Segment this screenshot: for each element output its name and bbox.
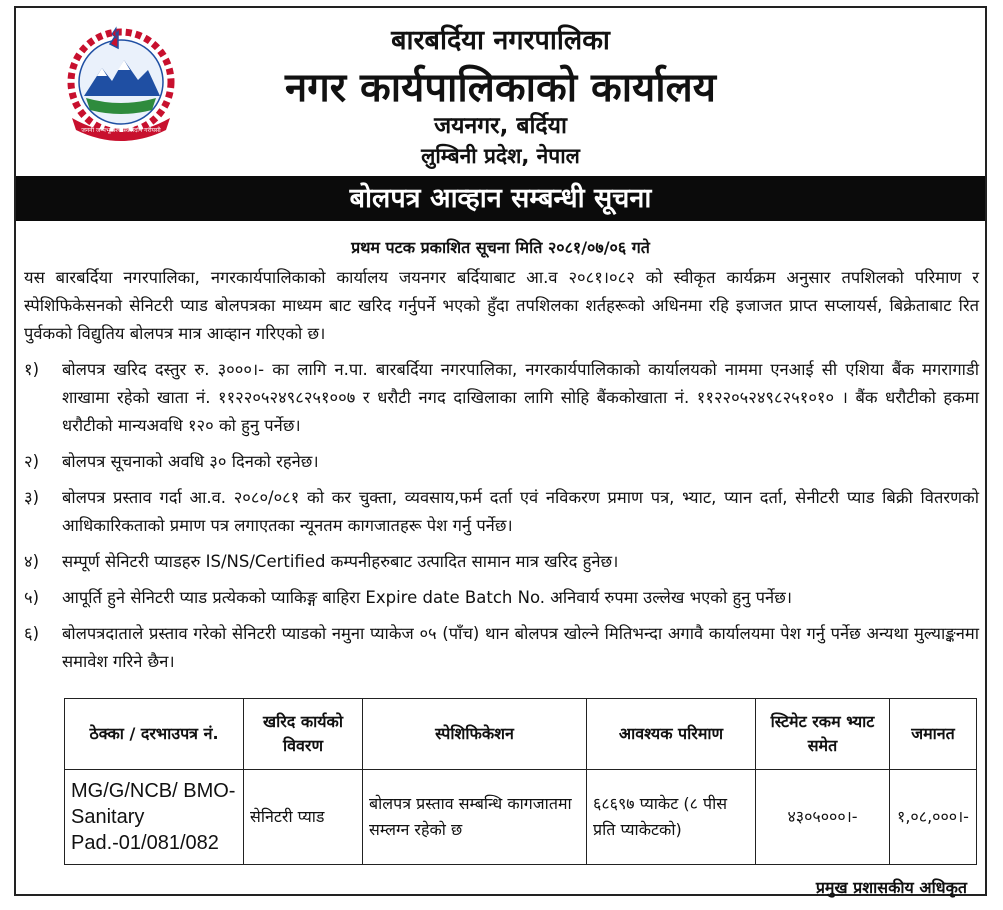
point-number: ३) xyxy=(24,488,40,507)
cell-contract-no: MG/G/NCB/ BMO-Sanitary Pad.-01/081/082 xyxy=(65,770,244,865)
point-text: बोलपत्रदाताले प्रस्ताव गरेको सेनिटरी प्याडको नमुना प्याकेज ०५ (पाँच) थान बोलपत्र खोल्ने मितिभन्दा अगावै कार्यालयमा पेश गर्नु पर्नेछ अन्यथा मुल्याङ्कनमा समावेश गरिने छैन। xyxy=(62,624,979,671)
col-header-estimate: स्टिमेट रकम भ्याट समेत xyxy=(756,699,890,770)
intro-paragraph: यस बारबर्दिया नगरपालिका, नगरकार्यपालिकाको कार्यालय जयनगर बर्दियाबाट आ.व २०८१।०८२ को स्वीकृत कार्यक्रम अनुसार तपशिलको परिमाण र स्पेशिफिकेसनको सेनिटरी प्याड बोलपत्रका माध्यम बाट खरिद गर्नुपर्ने भएको हुँदा तपशिलका शर्तहरूको अधिनमा रहि इजाजत प्राप्त सप्लायर्स, बिक्रेताबाट रित पुर्वकको विद्युतिय बोलपत्र मात्र आव्हान गरिएको छ। xyxy=(24,268,979,343)
cell-quantity: ६८६९७ प्याकेट (८ पीस प्रति प्याकेटको) xyxy=(587,770,756,865)
col-header-specification: स्पेशिफिकेशन xyxy=(363,699,587,770)
table-header-row xyxy=(65,699,977,770)
province-line: लुम्बिनी प्रदेश, नेपाल xyxy=(421,144,580,168)
cell-estimate: ४३०५०००।- xyxy=(756,770,890,865)
point-text: सम्पूर्ण सेनिटरी प्याडहरु IS/NS/Certified कम्पनीहरुबाट उत्पादित सामान मात्र खरिद हुनेछ। xyxy=(62,552,619,571)
point-text: आपूर्ति हुने सेनिटरी प्याड प्रत्येकको प्याकिङ्ग बाहिरा Expire date Batch No. अनिवार्य रुपमा उल्लेख भएको हुनु पर्नेछ। xyxy=(62,588,793,607)
signatory: प्रमुख प्रशासकीय अधिकृत xyxy=(815,878,967,897)
point-text: बोलपत्र खरिद दस्तुर रु. ३०००।- का लागि न.पा. बारबर्दिया नगरपालिका, नगरकार्यपालिकाको कार्यालयको नाममा एनआई सी एशिया बैंक मगरागाडी शाखामा रहेको खाता नं. ११२२०५२४९८२५१००७ र धरौटी नगद दाखिलाका लागि सोहि बैंककोखाता नं. ११२२०५२४९८२५१०१० । बैंक धरौटीको हकमा धरौटीको मान्यअवधि १२० को हुनु पर्नेछ। xyxy=(62,360,979,435)
tender-table xyxy=(64,698,977,865)
office-address: जयनगर, बर्दिया xyxy=(434,113,567,139)
point-number: १) xyxy=(24,360,40,379)
emblem-caption: जननी जन्मभूमिश्च स्वर्गादपि गरीयसी xyxy=(81,127,161,134)
point-item xyxy=(24,448,979,476)
col-header-contract-no: ठेक्का / दरभाउपत्र नं. xyxy=(65,699,244,770)
letterhead xyxy=(16,8,985,176)
col-header-security: जमानत xyxy=(890,699,977,770)
col-header-description: खरिद कार्यको विवरण xyxy=(244,699,363,770)
office-name: नगर कार्यपालिकाको कार्यालय xyxy=(285,65,716,111)
point-text: बोलपत्र सूचनाको अवधि ३० दिनको रहनेछ। xyxy=(62,452,319,471)
point-item xyxy=(24,484,979,540)
point-number: ४) xyxy=(24,552,40,571)
notice-frame xyxy=(14,6,987,896)
notice-title: बोलपत्र आव्हान सम्बन्धी सूचना xyxy=(16,176,985,221)
col-header-quantity: आवश्यक परिमाण xyxy=(587,699,756,770)
cell-security: १,०८,०००।- xyxy=(890,770,977,865)
cell-description: सेनिटरी प्याड xyxy=(244,770,363,865)
point-item xyxy=(24,356,979,440)
point-item xyxy=(24,548,979,576)
cell-specification: बोलपत्र प्रस्ताव सम्बन्धि कागजातमा सम्लग्न रहेको छ xyxy=(363,770,587,865)
point-item xyxy=(24,620,979,676)
municipality-name: बारबर्दिया नगरपालिका xyxy=(391,25,610,56)
notice-body xyxy=(24,264,979,676)
point-number: ६) xyxy=(24,624,40,643)
point-text: बोलपत्र प्रस्ताव गर्दा आ.व. २०८०/०८१ को कर चुक्ता, व्यवसाय,फर्म दर्ता एवं नविकरण प्रमाण पत्र, भ्याट, प्यान दर्ता, सेनीटरी प्याड बिक्री वितरणको आधिकारिकताको प्रमाण पत्र लगाएतका न्यूनतम कागजातहरू पेश गर्नु पर्नेछ। xyxy=(62,488,979,535)
point-number: ५) xyxy=(24,588,40,607)
point-number: २) xyxy=(24,452,40,471)
publish-date: प्रथम पटक प्रकाशित सूचना मिति २०८१/०७/०६ गते xyxy=(351,238,650,257)
point-item xyxy=(24,584,979,612)
table-row xyxy=(65,770,977,865)
